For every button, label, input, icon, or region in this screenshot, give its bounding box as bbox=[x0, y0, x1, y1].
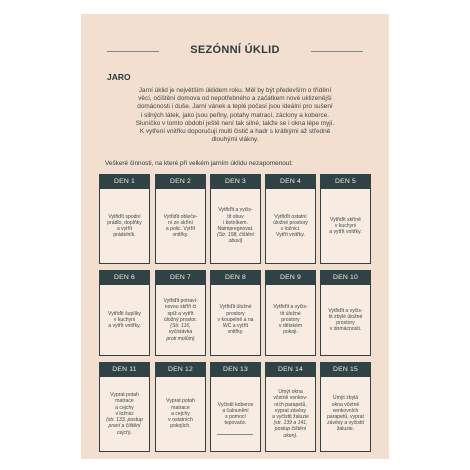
intro-paragraph bbox=[105, 87, 365, 144]
day-card-line: a vyčistit žaluzie bbox=[272, 414, 309, 420]
day-card-line: Vyprat potah bbox=[110, 392, 139, 399]
day-card-line: Vyprat potah bbox=[166, 398, 195, 405]
day-card bbox=[265, 174, 316, 264]
day-card-line: tit obuv bbox=[227, 213, 244, 220]
day-card bbox=[210, 270, 261, 356]
day-card-text bbox=[323, 377, 368, 451]
intro-line: i silných látek, jako jsou peřiny, potahy matrací, záclony a koberce. bbox=[140, 111, 330, 119]
day-card-line: spíž a vytřít bbox=[167, 310, 194, 317]
day-card-label: DEN 1 bbox=[100, 175, 149, 189]
day-card-label: DEN 2 bbox=[156, 175, 205, 189]
day-card-line: v koupelně a na bbox=[217, 316, 254, 323]
day-card-line: Naimpregnovat. bbox=[217, 226, 254, 232]
day-card-text bbox=[158, 377, 203, 451]
day-card-label: DEN 12 bbox=[156, 363, 205, 377]
day-card-label: DEN 10 bbox=[321, 271, 370, 285]
day-card-line: Vytřiďit šuplíky bbox=[108, 310, 141, 317]
day-card-line: Vytřiďit a vyčis- bbox=[273, 304, 308, 311]
day-card-line: okna včetně bbox=[331, 401, 360, 408]
day-card-line: pokoji. bbox=[283, 329, 298, 336]
day-card bbox=[99, 174, 150, 264]
day-card-line: proti molům) bbox=[166, 335, 195, 342]
day-card bbox=[155, 174, 206, 264]
document-page bbox=[81, 14, 389, 459]
day-card bbox=[210, 362, 261, 452]
day-card-line: v ostatních bbox=[168, 417, 193, 424]
day-card-line: parapetů, vyprat bbox=[327, 414, 364, 420]
day-card-label: DEN 4 bbox=[266, 175, 315, 189]
day-card-line: Vytřiďit obleče- bbox=[163, 213, 198, 220]
day-card-line: (str. 139 a 141, bbox=[273, 420, 308, 427]
day-card-line: obuvi) bbox=[228, 238, 243, 245]
day-card-label: DEN 5 bbox=[321, 175, 370, 189]
day-card-line: v ložnici bbox=[115, 410, 134, 417]
day-card-line: Vytřiďit a vyčis- bbox=[218, 207, 253, 214]
intro-line: věcí, očištění domova od nepotřebného a začátkem nové uklizenější bbox=[138, 95, 332, 103]
day-card-line: Vytřiďit ostatní bbox=[274, 213, 307, 220]
day-card-line: vyprat závěsy bbox=[274, 407, 307, 414]
day-card-line: vnitřky. bbox=[172, 232, 189, 239]
day-card bbox=[210, 174, 261, 264]
day-card-text bbox=[213, 377, 258, 451]
day-card-line: WC a vytřít bbox=[222, 323, 249, 330]
day-card-line: postup čištění bbox=[274, 426, 307, 433]
day-card-label: DEN 11 bbox=[100, 363, 149, 377]
day-card-line: závěsy a vyčistit bbox=[327, 420, 364, 427]
day-card-line: vnitřky. bbox=[227, 329, 244, 336]
day-card-label: DEN 14 bbox=[266, 363, 315, 377]
day-card-line: prostory bbox=[336, 320, 355, 326]
day-card-line: pokojích. bbox=[170, 423, 191, 430]
day-card-text bbox=[323, 189, 368, 263]
day-card-line: prádlo, doplňky bbox=[107, 219, 142, 226]
day-card-line: tepovače. bbox=[224, 420, 247, 427]
day-card-line: Vytřiďit spodní bbox=[108, 213, 141, 220]
day-card-text bbox=[102, 285, 147, 355]
day-card bbox=[265, 270, 316, 356]
day-card-text bbox=[268, 285, 313, 355]
day-card-line: ní ze skříní bbox=[168, 219, 193, 226]
day-card-text bbox=[102, 189, 147, 263]
day-card-line: v kuchyni bbox=[334, 222, 357, 229]
day-card-line: v kuchyni bbox=[113, 316, 136, 323]
day-card-line: cejch). bbox=[116, 429, 132, 436]
intro-line: K vytření vnitřku doporučuji multi čistič a hadr s krátkými až středně bbox=[139, 128, 331, 136]
day-card-line: venkovních bbox=[332, 407, 359, 414]
intro-line: Sluníčko v tomto období ještě není tak silné, takže se i okna lépe myjí. bbox=[135, 119, 335, 127]
day-card-text bbox=[158, 189, 203, 263]
day-card bbox=[99, 270, 150, 356]
day-card bbox=[99, 362, 150, 452]
day-card-line: v domácnosti. bbox=[329, 326, 362, 333]
title-divider-right bbox=[311, 51, 363, 52]
season-heading: JARO bbox=[107, 72, 131, 82]
day-card-line: ních parapetů, bbox=[274, 401, 307, 408]
day-card-line: praní a čištění bbox=[108, 423, 141, 430]
title-row bbox=[81, 44, 389, 58]
day-card-line: úložné prostory bbox=[273, 219, 308, 226]
day-card-label: DEN 6 bbox=[100, 271, 149, 285]
day-card-line: novou skříň či bbox=[164, 304, 197, 311]
day-card-line: Vytřít vnitřky. bbox=[276, 232, 305, 239]
intro-line: dlouhými vlákny. bbox=[211, 136, 259, 144]
day-card-line: a cejchy bbox=[115, 404, 134, 411]
day-card-line: (Str. 116, bbox=[170, 323, 191, 330]
day-card-line: a čalounění bbox=[222, 407, 249, 414]
day-card bbox=[265, 362, 316, 452]
day-card bbox=[320, 362, 371, 452]
day-card-label: DEN 13 bbox=[211, 363, 260, 377]
day-card-line: prádelník. bbox=[113, 232, 136, 239]
day-card-line: v dětském bbox=[278, 323, 303, 330]
day-card-line: matrace bbox=[115, 398, 134, 405]
day-card-label: DEN 15 bbox=[321, 363, 370, 377]
day-card-text bbox=[158, 285, 203, 355]
day-card-label: DEN 7 bbox=[156, 271, 205, 285]
day-card-line: prostory bbox=[281, 316, 300, 323]
day-card-line: Umýt okna bbox=[278, 389, 303, 396]
page-title: SEZÓNNÍ ÚKLID bbox=[190, 44, 280, 56]
day-card-line: v ložnici. bbox=[280, 226, 301, 232]
intro-line: Jarní úklid je největším úklidem roku. Měl by být především o třídění bbox=[138, 87, 332, 94]
day-card-label: DEN 8 bbox=[211, 271, 260, 285]
day-card-label: DEN 3 bbox=[211, 175, 260, 189]
day-card-line: a vytřít vnitřky. bbox=[108, 323, 141, 330]
day-card-line: žaluzie. bbox=[336, 426, 355, 433]
day-card-line: matrace bbox=[171, 404, 190, 411]
day-card-line: prostory bbox=[226, 310, 245, 317]
day-card bbox=[320, 174, 371, 264]
day-card-text bbox=[213, 189, 258, 263]
day-card-line: a vytřít vnitřky. bbox=[329, 229, 362, 236]
day-card-line: tit úložné bbox=[280, 310, 301, 317]
day-card-line: s pomocí bbox=[225, 414, 246, 420]
day-card-text bbox=[213, 285, 258, 355]
day-card-label: DEN 9 bbox=[266, 271, 315, 285]
day-card bbox=[155, 362, 206, 452]
day-card-line: Vytřiďit skříně bbox=[330, 216, 361, 223]
day-card-line: a cejchy bbox=[171, 410, 190, 417]
day-card-text bbox=[268, 189, 313, 263]
day-card-line: vyčistávka bbox=[168, 329, 193, 336]
day-card-line: oken). bbox=[283, 432, 298, 439]
day-card-line: Vytřiďit úložné bbox=[219, 304, 252, 311]
intro-line: domácnosti i duše. Jarní vánek a teplé počasí jsou ideální pro sušení bbox=[137, 103, 333, 111]
day-card-line: i botníkem. bbox=[223, 219, 248, 226]
lead-text: Veškeré činnosti, na které při velkém jarním úklidu nezapomenout: bbox=[105, 160, 293, 167]
day-card bbox=[320, 270, 371, 356]
day-card-line: Vytřiďit a vyčis- bbox=[328, 307, 363, 314]
day-card-text bbox=[268, 377, 313, 451]
day-card-line: a vytřít bbox=[116, 226, 133, 232]
day-card-line: tit zbylé úložné bbox=[328, 313, 363, 320]
bottom-divider bbox=[217, 434, 253, 435]
day-card-line: a polic. Vytřít bbox=[165, 226, 196, 232]
day-card-line: Vyčistit koberce bbox=[217, 401, 254, 408]
day-card bbox=[155, 270, 206, 356]
day-card-line: (Str. 158, čištění bbox=[217, 232, 254, 239]
day-card-line: úložný prostor. bbox=[163, 316, 198, 323]
day-card-text bbox=[102, 377, 147, 451]
day-card-line: včetně venkov- bbox=[273, 395, 308, 402]
day-card-line: Vytřiďit potravi- bbox=[163, 298, 198, 305]
day-card-line: Umýt zbylá bbox=[332, 395, 359, 402]
day-card-text bbox=[323, 285, 368, 355]
day-card-line: (str. 133, postup bbox=[106, 417, 143, 424]
